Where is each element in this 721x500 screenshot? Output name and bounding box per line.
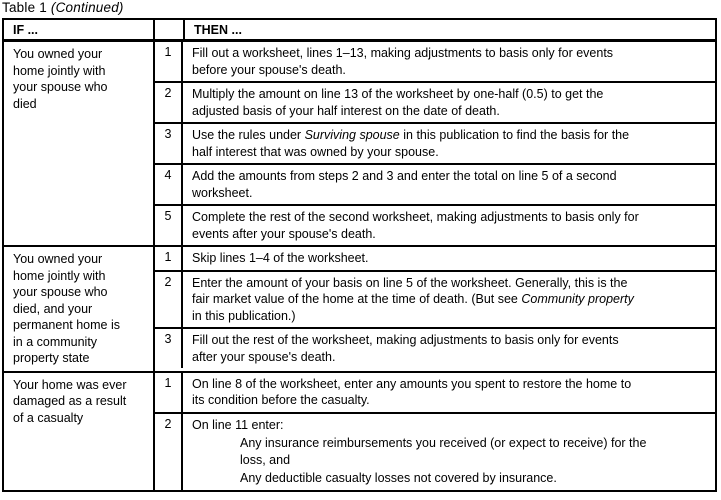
step-text (183, 247, 715, 270)
text-segment: loss, and (240, 452, 291, 467)
step-row (155, 81, 715, 122)
step-text (183, 414, 715, 490)
text-line (192, 275, 709, 292)
step-text (183, 165, 715, 204)
step-number: 4 (155, 165, 183, 204)
text-line (192, 332, 709, 349)
text-segment: worksheet. (192, 185, 253, 200)
step-text (183, 42, 715, 81)
step-row (155, 122, 715, 163)
then-steps (155, 373, 715, 490)
text-segment: Any insurance reimbursements you received (or expect to receive) for the (240, 436, 647, 450)
condition-line: You owned your (13, 252, 103, 266)
table-section-community-property (4, 245, 715, 371)
text-line (192, 392, 709, 409)
condition-line: in a community (13, 334, 98, 349)
text-line (192, 291, 709, 308)
text-segment: half interest that was owned by your spouse. (192, 144, 439, 159)
step-number: 1 (155, 373, 183, 412)
text-segment: in this publication to find the basis for the (399, 128, 630, 142)
header-then-cell: THEN ... (194, 23, 242, 37)
text-line (192, 452, 709, 469)
text-line (192, 308, 709, 325)
step-row (155, 204, 715, 245)
table-title-text: Table 1 (2, 0, 47, 15)
text-line (192, 376, 709, 393)
table-section-casualty (4, 371, 715, 490)
text-line (192, 470, 709, 487)
step-number: 2 (155, 414, 183, 490)
text-line (192, 168, 709, 185)
text-segment: On line 8 of the worksheet, enter any amounts you spent to restore the home to (192, 376, 632, 391)
step-number: 3 (155, 329, 183, 368)
if-condition-cell (4, 373, 155, 490)
condition-line: You owned your (13, 47, 103, 61)
text-segment: Fill out a worksheet, lines 1–13, making adjustments to basis only for events (192, 46, 614, 60)
if-condition-cell (4, 42, 155, 245)
condition-line: of a casualty (13, 410, 84, 425)
condition-line: your spouse who (13, 80, 108, 94)
text-line (192, 45, 709, 62)
table-title (2, 0, 124, 15)
text-segment: Complete the rest of the second worksheet, making adjustments to basis only for (192, 210, 639, 224)
condition-line: damaged as a result (13, 394, 127, 408)
sub-item (192, 470, 709, 487)
text-segment: Fill out the rest of the worksheet, making adjustments to basis only for events (192, 333, 619, 347)
step-text (183, 329, 715, 368)
then-steps (155, 42, 715, 245)
header-step-cell (155, 20, 185, 39)
text-segment: Add the amounts from steps 2 and 3 and enter the total on line 5 of a second (192, 169, 617, 183)
condition-line: your spouse who (13, 285, 108, 299)
step-text (183, 124, 715, 163)
condition-line: property state (13, 351, 90, 365)
text-segment-italic: Community property (521, 292, 634, 306)
text-line (192, 226, 709, 243)
text-segment: in this publication.) (192, 308, 296, 323)
step-row (155, 270, 715, 328)
text-segment: events after your spouse's death. (192, 226, 376, 241)
text-segment: fair market value of the home at the time of death. (But see (192, 292, 522, 306)
text-line (192, 435, 709, 452)
step-row (155, 412, 715, 490)
table-section-jointly-owned (4, 42, 715, 245)
step-text (183, 373, 715, 412)
step-number: 2 (155, 83, 183, 122)
step-row (155, 163, 715, 204)
condition-line: died, and your (13, 301, 93, 316)
text-segment: Use the rules under (192, 128, 305, 142)
if-condition-cell (4, 247, 155, 371)
step-number: 1 (155, 42, 183, 81)
step-number: 2 (155, 272, 183, 328)
condition-line: home jointly with (13, 268, 106, 283)
step-number: 5 (155, 206, 183, 245)
if-then-table (2, 18, 717, 492)
condition-line: home jointly with (13, 63, 106, 78)
text-line (192, 250, 709, 267)
text-segment: before your spouse's death. (192, 62, 346, 77)
text-segment: after your spouse's death. (192, 349, 336, 364)
text-segment: Any deductible casualty losses not covered by insurance. (240, 471, 557, 485)
text-segment-italic: Surviving spouse (304, 128, 400, 142)
text-line (192, 127, 709, 144)
condition-line: Your home was ever (13, 377, 127, 392)
text-segment: Skip lines 1–4 of the worksheet. (192, 251, 369, 265)
text-line (192, 349, 709, 366)
then-steps (155, 247, 715, 371)
step-text (183, 272, 715, 328)
step-text (183, 206, 715, 245)
text-line (192, 417, 709, 434)
condition-line: permanent home is (13, 318, 121, 332)
step-number: 1 (155, 247, 183, 270)
text-line (192, 62, 709, 79)
text-segment: its condition before the casualty. (192, 393, 370, 407)
header-if-cell: IF ... (4, 20, 155, 39)
step-text (183, 83, 715, 122)
step-number: 3 (155, 124, 183, 163)
sub-item (192, 435, 709, 468)
step-row (155, 247, 715, 270)
condition-line: died (13, 96, 37, 111)
text-line (192, 185, 709, 202)
table-header-row (4, 20, 715, 42)
text-line (192, 103, 709, 120)
text-line (192, 209, 709, 226)
text-line (192, 86, 709, 103)
text-segment: adjusted basis of your half interest on the date of death. (192, 103, 500, 118)
step-row (155, 42, 715, 81)
table-title-continued: (Continued) (46, 0, 124, 15)
step-row (155, 373, 715, 412)
text-line (192, 144, 709, 161)
text-segment: Enter the amount of your basis on line 5 of the worksheet. Generally, this is the (192, 275, 628, 290)
text-segment: Multiply the amount on line 13 of the worksheet by one-half (0.5) to get the (192, 87, 604, 101)
text-segment: On line 11 enter: (192, 417, 284, 432)
step-row (155, 327, 715, 368)
